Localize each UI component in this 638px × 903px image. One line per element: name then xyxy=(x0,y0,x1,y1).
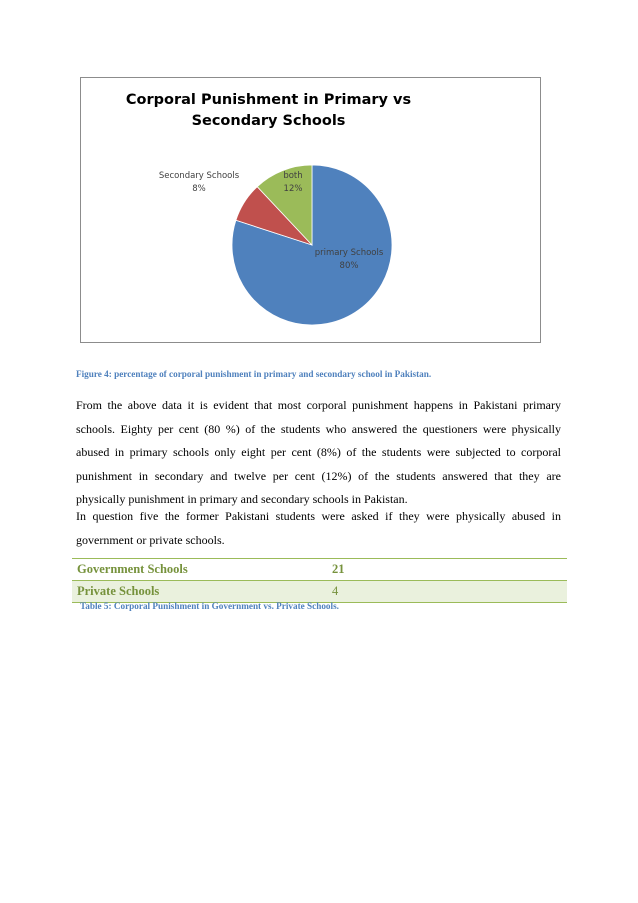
pie-label-category: Secondary Schools xyxy=(158,171,240,181)
chart-title: Corporal Punishment in Primary vs Secondary Schools xyxy=(125,92,412,129)
table-cell-value: 21 xyxy=(332,562,345,576)
body-paragraph-1: From the above data it is evident that most corporal punishment happens in Pakistani primary schools. Eighty per cent (80 %) of the students who answered the questioners were physically abused in primary schools only eight per cent (8%) of the students were subjected to corporal punishment in secondary and twelve per cent (12%) of the students answered that they are physically punishment in primary and secondary schools in Pakistan. xyxy=(76,398,561,506)
pie-label-category: primary Schools xyxy=(314,248,384,258)
table-cell-value: 4 xyxy=(332,584,339,598)
pie-label-value: 80% xyxy=(339,261,359,271)
table-cell-name: Government Schools xyxy=(77,562,188,576)
body-paragraph-2: In question five the former Pakistani students were asked if they were physically abused in government or private schools. xyxy=(76,509,561,547)
table-row xyxy=(72,581,567,603)
figure-caption: Figure 4: percentage of corporal punishment in primary and secondary school in Pakistan. xyxy=(76,369,432,379)
pie-chart xyxy=(81,78,542,344)
pie-label-value: 8% xyxy=(192,184,206,194)
table-caption: Table 5: Corporal Punishment in Government vs. Private Schools. xyxy=(80,601,339,611)
table-row xyxy=(72,559,567,581)
table-cell-name: Private Schools xyxy=(77,584,160,598)
schools-table xyxy=(72,558,567,603)
pie-label-value: 12% xyxy=(283,184,303,194)
chart-container xyxy=(80,77,541,343)
pie-label-category: both xyxy=(283,171,303,181)
